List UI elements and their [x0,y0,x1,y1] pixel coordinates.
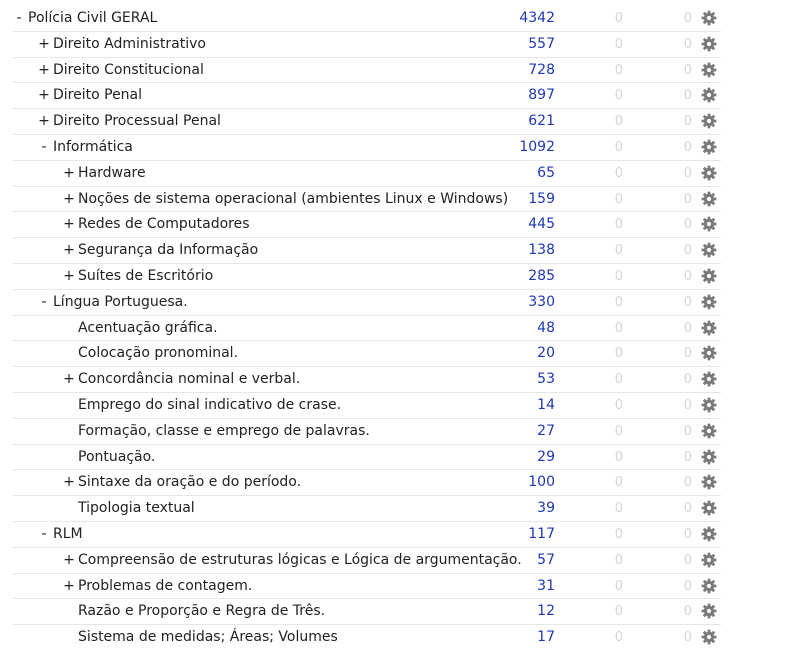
expand-toggle [62,625,76,650]
gear-icon[interactable] [701,578,717,594]
correct-count: 0 [683,604,692,620]
question-count: 29 [537,448,555,465]
question-count: 31 [537,577,555,594]
gear-icon[interactable] [701,526,717,542]
answered-count: 0 [614,191,623,207]
subject-name[interactable]: Redes de Computadores [78,216,250,233]
gear-icon[interactable] [701,320,717,336]
gear-icon[interactable] [701,371,717,387]
correct-count: 0 [683,501,692,517]
gear-icon[interactable] [701,113,717,129]
tree-row [12,187,721,213]
answered-count: 0 [614,346,623,362]
tree-row [12,393,721,419]
subject-name[interactable]: Hardware [78,164,146,181]
question-count: 897 [528,87,555,104]
correct-count: 0 [683,114,692,130]
correct-count: 0 [683,372,692,388]
question-count: 159 [528,190,555,207]
expand-toggle[interactable]: + [38,113,50,130]
answered-count: 0 [614,552,623,568]
subject-name[interactable]: Direito Administrativo [53,35,206,52]
tree-row [12,599,721,625]
answered-count: 0 [614,397,623,413]
gear-icon[interactable] [701,500,717,516]
expand-toggle[interactable]: + [63,164,75,181]
correct-count: 0 [683,11,692,26]
subject-name[interactable]: Língua Portuguesa. [53,293,188,310]
tree-row [12,238,721,264]
expand-toggle[interactable]: + [63,190,75,207]
question-count: 138 [528,242,555,259]
tree-row [12,367,721,393]
answered-count: 0 [614,62,623,78]
tree-row [12,574,721,600]
expand-toggle [62,341,76,366]
subject-name[interactable]: Direito Penal [53,87,143,104]
tree-row [12,548,721,574]
correct-count: 0 [683,243,692,259]
gear-icon[interactable] [701,62,717,78]
answered-count: 0 [614,11,623,26]
expand-toggle [62,599,76,624]
correct-count: 0 [683,397,692,413]
answered-count: 0 [614,526,623,542]
tree-row [12,316,721,342]
correct-count: 0 [683,423,692,439]
answered-count: 0 [614,139,623,155]
subject-name[interactable]: Colocação pronominal. [78,345,239,362]
expand-toggle[interactable]: + [63,551,75,568]
correct-count: 0 [683,165,692,181]
expand-toggle [62,393,76,418]
tree-row [12,135,721,161]
answered-count: 0 [614,114,623,130]
subject-name[interactable]: Noções de sistema operacional (ambientes Linux e Windows) [78,190,509,207]
tree-row [12,83,721,109]
gear-icon[interactable] [701,603,717,619]
correct-count: 0 [683,36,692,52]
tree-row [12,212,721,238]
expand-toggle[interactable]: + [38,35,50,52]
subject-name[interactable]: Sistema de medidas; Áreas; Volumes [78,629,338,646]
question-count: 48 [537,319,555,336]
gear-icon[interactable] [701,87,717,103]
subject-name[interactable]: Sintaxe da oração e do período. [78,474,302,491]
subject-tree [12,6,721,651]
correct-count: 0 [683,268,692,284]
answered-count: 0 [614,449,623,465]
answered-count: 0 [614,294,623,310]
gear-icon[interactable] [701,10,717,26]
correct-count: 0 [683,578,692,594]
gear-icon[interactable] [701,474,717,490]
question-count: 4342 [519,10,555,26]
answered-count: 0 [614,217,623,233]
gear-icon[interactable] [701,423,717,439]
expand-toggle [62,419,76,444]
tree-row [12,625,721,651]
expand-toggle[interactable]: + [38,87,50,104]
answered-count: 0 [614,604,623,620]
tree-row [12,419,721,445]
subject-name[interactable]: Suítes de Escritório [78,267,214,284]
tree-row [12,32,721,58]
tree-row [12,341,721,367]
answered-count: 0 [614,578,623,594]
subject-name[interactable]: Segurança da Informação [78,242,259,259]
question-count: 117 [528,525,555,542]
subject-name[interactable]: Razão e Proporção e Regra de Três. [78,603,326,620]
question-count: 1092 [519,138,555,155]
answered-count: 0 [614,268,623,284]
gear-icon[interactable] [701,397,717,413]
tree-row [12,161,721,187]
gear-icon[interactable] [701,139,717,155]
question-count: 27 [537,422,555,439]
answered-count: 0 [614,372,623,388]
tree-row [12,470,721,496]
question-count: 445 [528,216,555,233]
expand-toggle[interactable]: + [63,267,75,284]
expand-toggle[interactable]: - [41,525,47,542]
answered-count: 0 [614,320,623,336]
subject-name[interactable]: Concordância nominal e verbal. [78,371,301,388]
correct-count: 0 [683,139,692,155]
question-count: 100 [528,474,555,491]
correct-count: 0 [683,552,692,568]
answered-count: 0 [614,243,623,259]
correct-count: 0 [683,449,692,465]
gear-icon[interactable] [701,191,717,207]
expand-toggle [62,445,76,470]
gear-icon[interactable] [701,449,717,465]
question-count: 557 [528,35,555,52]
answered-count: 0 [614,630,623,646]
question-count: 20 [537,345,555,362]
expand-toggle[interactable]: + [63,371,75,388]
question-count: 285 [528,267,555,284]
correct-count: 0 [683,217,692,233]
tree-row [12,109,721,135]
subject-name[interactable]: RLM [53,525,83,542]
subject-name[interactable]: Formação, classe e emprego de palavras. [78,422,370,439]
subject-name[interactable]: Informática [53,138,133,155]
expand-toggle[interactable]: + [63,216,75,233]
expand-toggle[interactable]: + [63,242,75,259]
subject-name[interactable]: Tipologia textual [78,500,195,517]
question-count: 65 [537,164,555,181]
question-count: 621 [528,113,555,130]
tree-row [12,264,721,290]
expand-toggle [62,496,76,521]
subject-name[interactable]: Direito Processual Penal [53,113,221,130]
answered-count: 0 [614,165,623,181]
question-count: 12 [537,603,555,620]
subject-name[interactable]: Pontuação. [78,448,156,465]
gear-icon[interactable] [701,629,717,645]
gear-icon[interactable] [701,345,717,361]
gear-icon[interactable] [701,294,717,310]
correct-count: 0 [683,88,692,104]
gear-icon[interactable] [701,242,717,258]
expand-toggle [62,316,76,341]
subject-name[interactable]: Polícia Civil GERAL [28,10,158,26]
answered-count: 0 [614,501,623,517]
expand-toggle[interactable]: + [38,61,50,78]
tree-row [12,6,721,32]
question-count: 17 [537,629,555,646]
correct-count: 0 [683,526,692,542]
gear-icon[interactable] [701,216,717,232]
expand-toggle[interactable]: - [41,138,47,155]
correct-count: 0 [683,346,692,362]
correct-count: 0 [683,475,692,491]
tree-row [12,290,721,316]
answered-count: 0 [614,423,623,439]
correct-count: 0 [683,320,692,336]
answered-count: 0 [614,36,623,52]
tree-row [12,445,721,471]
question-count: 728 [528,61,555,78]
question-count: 57 [537,551,555,568]
tree-row [12,496,721,522]
expand-toggle[interactable]: - [41,293,47,310]
correct-count: 0 [683,630,692,646]
expand-toggle[interactable]: - [16,10,22,26]
gear-icon[interactable] [701,268,717,284]
expand-toggle[interactable]: + [63,577,75,594]
question-count: 39 [537,500,555,517]
tree-row [12,522,721,548]
subject-name[interactable]: Acentuação gráfica. [78,319,218,336]
subject-name[interactable]: Compreensão de estruturas lógicas e Lógica de argumentação. [78,551,522,568]
question-count: 330 [528,293,555,310]
question-count: 53 [537,371,555,388]
subject-name[interactable]: Direito Constitucional [53,61,204,78]
correct-count: 0 [683,62,692,78]
gear-icon[interactable] [701,552,717,568]
correct-count: 0 [683,294,692,310]
answered-count: 0 [614,88,623,104]
subject-name[interactable]: Problemas de contagem. [78,577,253,594]
expand-toggle[interactable]: + [63,474,75,491]
tree-row [12,58,721,84]
correct-count: 0 [683,191,692,207]
gear-icon[interactable] [701,165,717,181]
answered-count: 0 [614,475,623,491]
gear-icon[interactable] [701,36,717,52]
subject-name[interactable]: Emprego do sinal indicativo de crase. [78,396,342,413]
question-count: 14 [537,396,555,413]
